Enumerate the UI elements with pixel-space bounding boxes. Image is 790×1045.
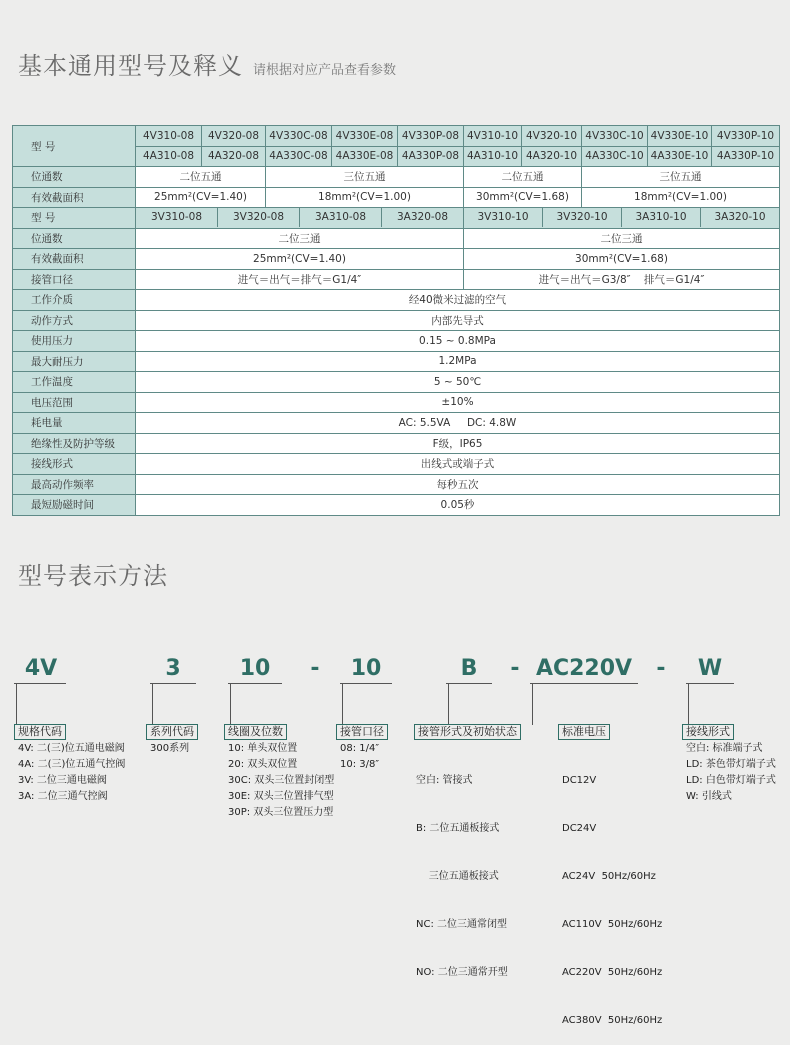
legend-item: 空白: 管接式 xyxy=(416,775,473,786)
legend-title: 规格代码 xyxy=(14,724,66,740)
three-way-group xyxy=(136,208,464,229)
legend-item: NO: 二位三通常开型 xyxy=(416,967,508,978)
model-cell: 3A320-08 xyxy=(396,211,449,224)
position-label: 位通数 xyxy=(13,167,136,188)
model-cell: 4A330C-08 xyxy=(266,146,332,167)
legend-item: 10: 3/8″ xyxy=(340,759,380,770)
legend-title: 接管形式及初始状态 xyxy=(414,724,521,740)
connector-line xyxy=(448,683,449,725)
area-cell: 18mm²(CV=1.00) xyxy=(266,187,464,208)
spec-value: 每秒五次 xyxy=(136,474,780,495)
legend-item: 300系列 xyxy=(150,743,190,754)
model-cell: 4V310-08 xyxy=(136,126,202,147)
spec-label: 耗电量 xyxy=(13,413,136,434)
area-cell: 30mm²(CV=1.68) xyxy=(464,187,582,208)
page-title: 基本通用型号及释义 xyxy=(18,52,243,80)
legend-item: 30E: 双头三位置排气型 xyxy=(228,791,334,802)
connector-line xyxy=(532,683,533,725)
spec-label: 动作方式 xyxy=(13,310,136,331)
model-cell: 3A310-10 xyxy=(622,208,701,227)
model-cell: 4A310-08 xyxy=(136,146,202,167)
page-heading xyxy=(18,46,396,81)
legend-item: 30C: 双头三位置封闭型 xyxy=(228,775,335,786)
model-cell: 4V330C-08 xyxy=(266,126,332,147)
legend-title: 接管口径 xyxy=(336,724,388,740)
position-cell: 三位五通 xyxy=(266,167,464,188)
model-cell: 4A330P-10 xyxy=(712,146,780,167)
model-cell: 4A330E-08 xyxy=(332,146,398,167)
model-cell: 3V320-08 xyxy=(218,208,300,227)
legend-item: 30P: 双头三位置压力型 xyxy=(228,807,334,818)
legend-item: 3A: 二位三通气控阀 xyxy=(18,791,108,802)
code-underline xyxy=(340,683,392,684)
legend-item: B: 二位五通板接式 xyxy=(416,823,500,834)
code-underline xyxy=(446,683,492,684)
code-underline xyxy=(228,683,282,684)
spec-value: ±10% xyxy=(136,392,780,413)
code-part: 10 xyxy=(239,656,271,681)
legend-title: 系列代码 xyxy=(146,724,198,740)
code-part: - xyxy=(310,656,320,681)
code-part: - xyxy=(656,656,666,681)
legend-title: 接线形式 xyxy=(682,724,734,740)
code-part: 4V xyxy=(24,656,58,681)
spec-value: 1.2MPa xyxy=(136,351,780,372)
legend-item: AC110V 50Hz/60Hz xyxy=(562,919,663,930)
spec-value: 出线式或端子式 xyxy=(136,454,780,475)
code-part: - xyxy=(510,656,520,681)
legend-list xyxy=(18,741,125,805)
legend-item: 三位五通板接式 xyxy=(416,871,499,882)
area-cell: 25mm²(CV=1.40) xyxy=(136,187,266,208)
code-part: B xyxy=(460,656,478,681)
spec-label: 最大耐压力 xyxy=(13,351,136,372)
connector-line xyxy=(16,683,17,725)
model-cell: 4A330E-10 xyxy=(648,146,712,167)
legend-item: 3V: 二位三通电磁阀 xyxy=(18,775,107,786)
page-note: 请根据对应产品查看参数 xyxy=(253,63,397,78)
spec-label: 接线形式 xyxy=(13,454,136,475)
port-cell: 进气＝出气＝G3/8″ 排气＝G1/4″ xyxy=(464,269,780,290)
connector-line xyxy=(230,683,231,725)
spec-label: 工作温度 xyxy=(13,372,136,393)
code-part: 10 xyxy=(350,656,382,681)
model-cell: 4V330E-08 xyxy=(332,126,398,147)
legend-title: 标准电压 xyxy=(558,724,610,740)
spec-label: 最短励磁时间 xyxy=(13,495,136,516)
connector-line xyxy=(152,683,153,725)
legend-item: 10: 单头双位置 xyxy=(228,743,298,754)
model-cell: 4A330P-08 xyxy=(398,146,464,167)
legend-list xyxy=(562,741,662,1045)
model-cell: 3A310-08 xyxy=(300,208,382,227)
model-cell: 4A320-10 xyxy=(522,146,582,167)
spec-value: AC: 5.5VA DC: 4.8W xyxy=(136,413,780,434)
position-label: 位通数 xyxy=(13,228,136,249)
model-cell: 4V320-10 xyxy=(522,126,582,147)
connector-line xyxy=(688,683,689,725)
model-cell: 4V330E-10 xyxy=(648,126,712,147)
code-underline xyxy=(14,683,66,684)
spec-value: F级，IP65 xyxy=(136,433,780,454)
code-part: W xyxy=(697,656,723,681)
legend-item: 20: 双头双位置 xyxy=(228,759,298,770)
code-part: 3 xyxy=(165,656,181,681)
legend-item: 空白: 标准端子式 xyxy=(686,743,763,754)
legend-item: 08: 1/4″ xyxy=(340,743,380,754)
section-title: 型号表示方法 xyxy=(18,562,168,590)
model-cell: 3V310-10 xyxy=(464,208,543,227)
legend-list xyxy=(416,741,508,997)
model-cell: 4A310-10 xyxy=(464,146,522,167)
legend-item: AC220V 50Hz/60Hz xyxy=(562,967,663,978)
legend-list xyxy=(150,741,189,757)
three-way-group xyxy=(464,208,780,229)
spec-value: 内部先导式 xyxy=(136,310,780,331)
legend-item: LD: 白色带灯端子式 xyxy=(686,775,776,786)
spec-value: 经40微米过滤的空气 xyxy=(136,290,780,311)
model-cell: 4V330P-08 xyxy=(398,126,464,147)
area-cell: 25mm²(CV=1.40) xyxy=(136,249,464,270)
model-cell: 4V330C-10 xyxy=(582,126,648,147)
model-cell: 4A330C-10 xyxy=(582,146,648,167)
legend-item: DC12V xyxy=(562,775,597,786)
position-cell: 二位五通 xyxy=(136,167,266,188)
legend-item: NC: 二位三通常闭型 xyxy=(416,919,508,930)
legend-item: 4V: 二(三)位五通电磁阀 xyxy=(18,743,125,754)
model-cell: 4V310-10 xyxy=(464,126,522,147)
model-cell: 3V320-10 xyxy=(543,208,622,227)
spec-label: 使用压力 xyxy=(13,331,136,352)
legend-list xyxy=(686,741,776,805)
code-underline xyxy=(530,683,638,684)
model-cell: 3V310-08 xyxy=(136,208,218,227)
spec-table xyxy=(12,125,780,516)
legend-item: 4A: 二(三)位五通气控阀 xyxy=(18,759,126,770)
legend-item: AC380V 50Hz/60Hz xyxy=(562,1015,663,1026)
model-label: 型 号 xyxy=(13,126,136,167)
spec-value: 5 ~ 50℃ xyxy=(136,372,780,393)
spec-label: 最高动作频率 xyxy=(13,474,136,495)
port-cell: 进气＝出气＝排气＝G1/4″ xyxy=(136,269,464,290)
model-cell: 3A320-10 xyxy=(714,211,766,224)
spec-label: 绝缘性及防护等级 xyxy=(13,433,136,454)
spec-value: 0.05秒 xyxy=(136,495,780,516)
model-label: 型 号 xyxy=(13,208,136,229)
code-part: AC220V xyxy=(535,656,633,681)
legend-item: W: 引线式 xyxy=(686,791,732,802)
port-label: 接管口径 xyxy=(13,269,136,290)
connector-line xyxy=(342,683,343,725)
area-cell: 18mm²(CV=1.00) xyxy=(582,187,780,208)
legend-item: DC24V xyxy=(562,823,597,834)
legend-list xyxy=(228,741,334,821)
legend-item: AC24V 50Hz/60Hz xyxy=(562,871,656,882)
model-cell: 4V330P-10 xyxy=(712,126,780,147)
position-cell: 二位五通 xyxy=(464,167,582,188)
legend-title: 线圈及位数 xyxy=(224,724,287,740)
area-cell: 30mm²(CV=1.68) xyxy=(464,249,780,270)
legend-list xyxy=(340,741,379,773)
model-cell: 4V320-08 xyxy=(202,126,266,147)
position-cell: 二位三通 xyxy=(464,228,780,249)
spec-label: 工作介质 xyxy=(13,290,136,311)
model-cell: 4A320-08 xyxy=(202,146,266,167)
area-label: 有效截面积 xyxy=(13,187,136,208)
position-cell: 三位五通 xyxy=(582,167,780,188)
spec-value: 0.15 ~ 0.8MPa xyxy=(136,331,780,352)
spec-label: 电压范围 xyxy=(13,392,136,413)
code-underline xyxy=(150,683,196,684)
position-cell: 二位三通 xyxy=(136,228,464,249)
area-label: 有效截面积 xyxy=(13,249,136,270)
code-underline xyxy=(686,683,734,684)
legend-item: LD: 茶色带灯端子式 xyxy=(686,759,776,770)
